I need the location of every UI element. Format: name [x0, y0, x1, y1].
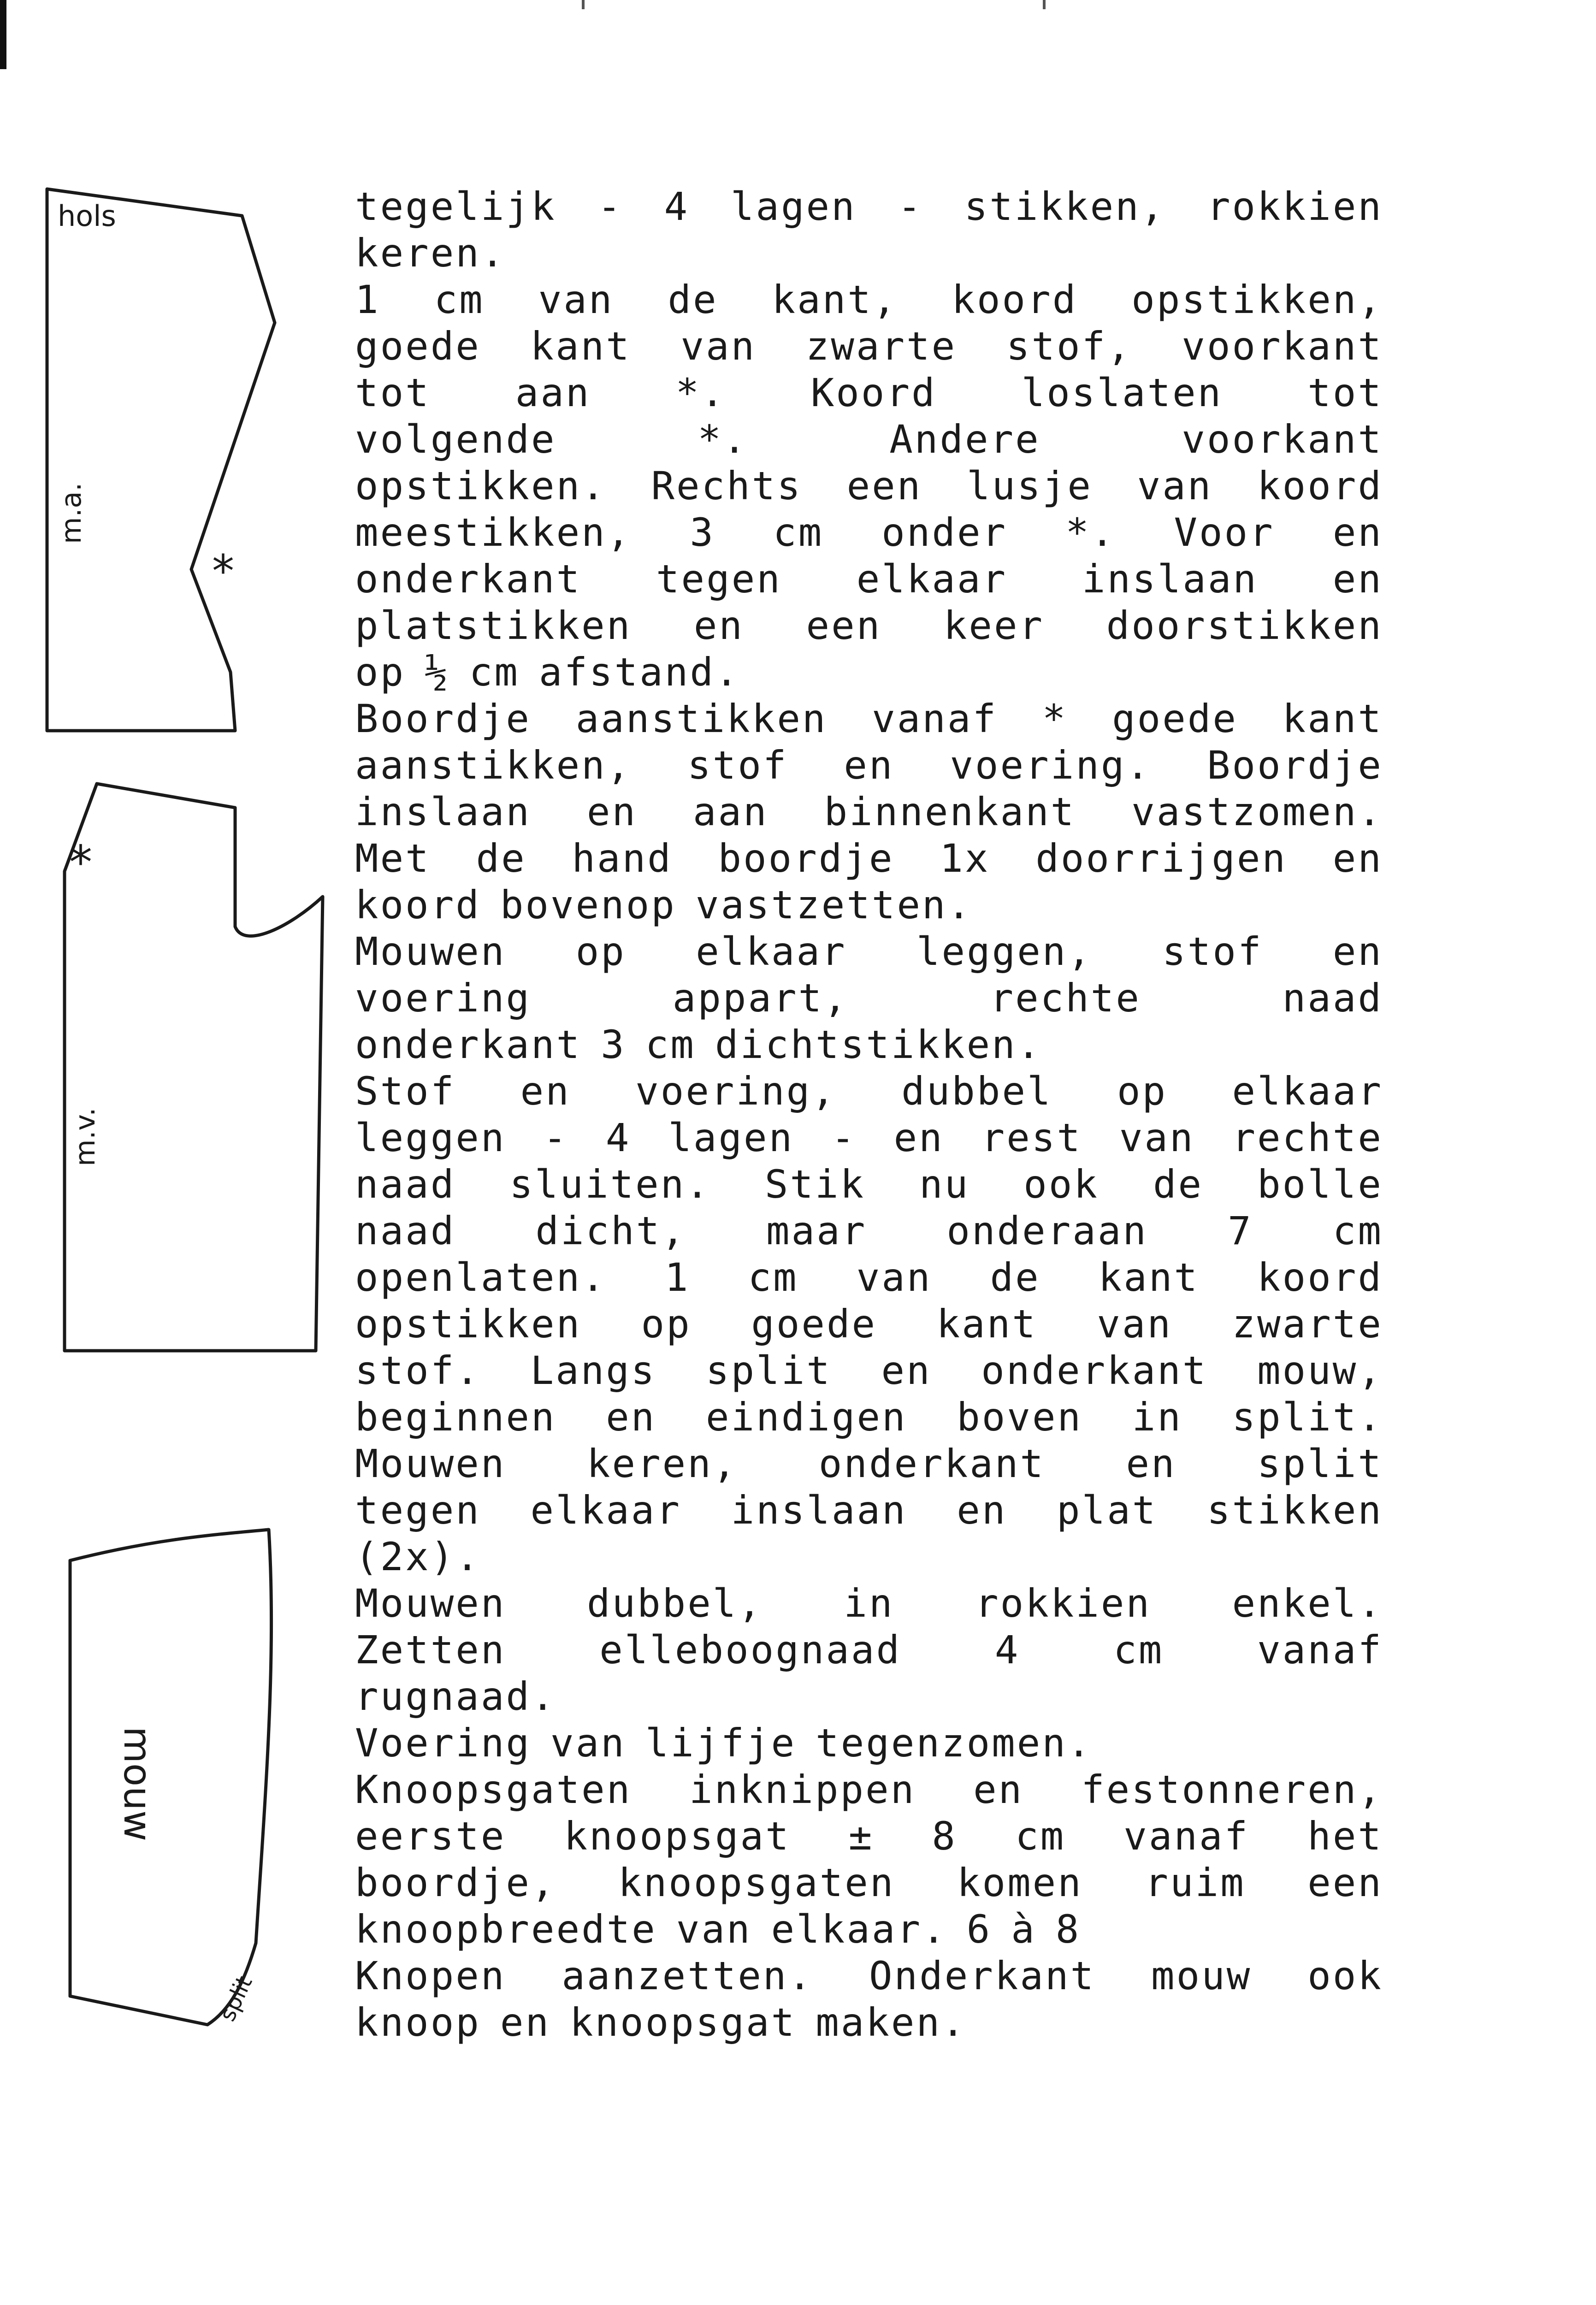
- word: en: [973, 1767, 1024, 1812]
- word: enkel.: [1232, 1581, 1383, 1626]
- word: van: [1119, 1115, 1195, 1160]
- word: naad: [355, 1208, 456, 1253]
- word: op: [575, 929, 626, 974]
- word: meestikken,: [355, 510, 632, 555]
- text-line: [355, 1441, 1383, 1487]
- instructions-text: [355, 183, 1383, 2046]
- text-line: [355, 1208, 1383, 1254]
- scan-tick: [1043, 0, 1046, 9]
- word: inslaan: [731, 1488, 907, 1533]
- word: elkaar: [1232, 1069, 1383, 1114]
- word: Onderkant: [869, 1953, 1096, 1998]
- word: doorstikken: [1106, 603, 1383, 648]
- word: stof: [1162, 929, 1263, 974]
- text-line: [355, 1953, 1383, 1999]
- word: rugnaad.: [355, 1674, 556, 1719]
- text-line: [355, 277, 1383, 323]
- word: 4: [664, 184, 690, 229]
- word: *: [1042, 696, 1068, 741]
- word: ook: [1307, 1953, 1383, 1998]
- word: 6: [966, 1907, 992, 1952]
- asterisk-marker: *: [69, 835, 92, 889]
- text-line: [355, 1906, 1383, 1953]
- word: Stik: [764, 1162, 866, 1207]
- word: voorkant: [1182, 324, 1383, 369]
- word: afstand.: [538, 650, 740, 695]
- word: rechte: [1232, 1115, 1383, 1160]
- word: cm: [1332, 1208, 1383, 1253]
- text-line: [355, 230, 1383, 277]
- word: maken.: [816, 2000, 967, 2045]
- word: kant: [936, 1301, 1037, 1347]
- word: tegen: [355, 1488, 481, 1533]
- text-line: [355, 416, 1383, 463]
- word: en: [957, 1488, 1007, 1533]
- word: elkaar: [696, 929, 847, 974]
- text-line: [355, 1627, 1383, 1673]
- word: Met: [355, 836, 431, 881]
- word: leggen,: [916, 929, 1093, 974]
- word: eerste: [355, 1814, 506, 1859]
- word: aan: [515, 370, 591, 415]
- word: ½: [425, 650, 450, 695]
- word: tot: [1307, 370, 1383, 415]
- scan-tick: [582, 0, 585, 9]
- text-line: [355, 603, 1383, 649]
- text-line: [355, 1022, 1383, 1068]
- word: beginnen: [355, 1395, 556, 1440]
- word: vanaf: [872, 696, 998, 741]
- word: cm: [748, 1255, 798, 1300]
- word: aan: [692, 789, 768, 834]
- word: à: [1011, 1907, 1036, 1952]
- word: ruim: [1145, 1860, 1246, 1905]
- word: en: [586, 789, 638, 834]
- word: 3: [601, 1022, 626, 1067]
- word: onderaan: [946, 1208, 1148, 1253]
- word: mouw,: [1257, 1348, 1383, 1393]
- word: *.: [698, 417, 748, 462]
- word: vastzomen.: [1131, 789, 1383, 834]
- word: split: [706, 1348, 832, 1393]
- word: knoopbreedte: [355, 1907, 657, 1952]
- asterisk-marker: *: [212, 545, 234, 597]
- word: Knopen: [355, 1953, 506, 1998]
- word: een: [846, 463, 922, 508]
- text-line: [355, 509, 1383, 556]
- word: Mouwen: [355, 1581, 506, 1626]
- word: voering: [355, 975, 532, 1021]
- text-line: [355, 1580, 1383, 1627]
- split-label: split: [214, 1972, 258, 2026]
- text-line: [355, 1487, 1383, 1534]
- front-bodice-pattern: [65, 784, 323, 1351]
- word: lagen: [668, 1115, 794, 1160]
- word: van: [680, 324, 757, 369]
- word: Voering: [355, 1720, 532, 1766]
- text-line: [355, 1720, 1383, 1767]
- word: 4: [605, 1115, 631, 1160]
- mouw-label: mouw: [115, 1726, 159, 1842]
- word: koord: [355, 882, 481, 928]
- word: Boordje: [355, 696, 532, 741]
- word: hand: [572, 836, 673, 881]
- word: 7: [1228, 1208, 1253, 1253]
- word: stikken: [1206, 1488, 1383, 1533]
- word: kant: [530, 324, 631, 369]
- word: Knoopsgaten: [355, 1767, 632, 1812]
- word: stikken,: [964, 184, 1166, 229]
- word: knoopsgaten: [618, 1860, 895, 1905]
- word: van: [856, 1255, 932, 1300]
- side-label: m.a.: [55, 482, 88, 544]
- word: aanzetten.: [562, 1953, 814, 1998]
- word: -: [543, 1115, 568, 1160]
- text-line: [355, 1254, 1383, 1301]
- word: appart,: [672, 975, 849, 1021]
- word: voorkant: [1182, 417, 1383, 462]
- word: onderkant: [355, 1022, 582, 1067]
- word: een: [1307, 1860, 1383, 1905]
- word: de: [668, 277, 718, 322]
- back-bodice-outline: [47, 189, 275, 731]
- text-line: [355, 1301, 1383, 1348]
- word: tot: [355, 370, 431, 415]
- scan-edge-mark: [0, 0, 6, 69]
- text-line: [355, 1767, 1383, 1813]
- text-line: [355, 1161, 1383, 1208]
- word: 3: [690, 510, 715, 555]
- word: bolle: [1257, 1162, 1383, 1207]
- word: festonneren,: [1081, 1767, 1383, 1812]
- word: boordje,: [355, 1860, 556, 1905]
- word: ±: [848, 1814, 874, 1859]
- word: koord: [1257, 1255, 1383, 1300]
- word: onderkant: [981, 1348, 1208, 1393]
- word: mouw: [1151, 1953, 1252, 1998]
- text-line: [355, 1348, 1383, 1394]
- word: 8: [1055, 1907, 1081, 1952]
- word: knoopsgat: [564, 1814, 791, 1859]
- word: Mouwen: [355, 1441, 506, 1486]
- word: cm: [434, 277, 485, 322]
- word: Stof: [355, 1069, 456, 1114]
- word: aanstikken: [575, 696, 828, 741]
- word: lagen: [730, 184, 857, 229]
- word: en: [520, 1069, 571, 1114]
- word: split: [1257, 1441, 1383, 1486]
- word: bovenop: [500, 882, 676, 928]
- side-label: m.v.: [69, 1107, 101, 1166]
- word: kant: [1282, 696, 1383, 741]
- word: rokkien: [975, 1581, 1152, 1626]
- word: op: [355, 650, 406, 695]
- word: platstikken: [355, 603, 632, 648]
- sleeve-outline: [70, 1530, 272, 2025]
- word: lijfje: [645, 1720, 797, 1766]
- text-line: [355, 1068, 1383, 1115]
- word: koord: [952, 277, 1078, 322]
- text-line: [355, 370, 1383, 416]
- word: inslaan: [355, 789, 532, 834]
- text-line: [355, 1534, 1383, 1580]
- word: volgende: [355, 417, 556, 462]
- text-line: [355, 1115, 1383, 1161]
- word: 8: [932, 1814, 957, 1859]
- text-line: [355, 323, 1383, 370]
- word: en: [1126, 1441, 1176, 1486]
- text-line: [355, 835, 1383, 882]
- word: goede: [751, 1301, 877, 1347]
- word: sluiten.: [509, 1162, 711, 1207]
- front-bodice-outline: [65, 784, 323, 1351]
- word: goede: [1112, 696, 1238, 741]
- word: elkaar: [856, 556, 1008, 602]
- word: binnenkant: [824, 789, 1076, 834]
- word: loslaten: [1021, 370, 1223, 415]
- word: en: [1332, 510, 1383, 555]
- word: cm: [1113, 1627, 1164, 1673]
- word: komen: [957, 1860, 1083, 1905]
- word: Boordje: [1206, 743, 1383, 788]
- word: kant: [1098, 1255, 1200, 1300]
- word: dubbel: [901, 1069, 1052, 1114]
- word: voering.: [950, 743, 1152, 788]
- word: en: [1332, 836, 1383, 881]
- word: onder: [881, 510, 1008, 555]
- back-bodice-pattern: [47, 189, 275, 731]
- word: en: [500, 2000, 551, 2045]
- word: en: [881, 1348, 932, 1393]
- word: lusje: [967, 463, 1093, 508]
- word: elkaar: [530, 1488, 681, 1533]
- text-line: [355, 742, 1383, 789]
- word: 4: [994, 1627, 1020, 1673]
- word: en: [693, 603, 744, 648]
- word: onderkant: [818, 1441, 1045, 1486]
- word: inknippen: [689, 1767, 916, 1812]
- word: tegelijk: [355, 184, 556, 229]
- word: dicht,: [535, 1208, 686, 1253]
- word: -: [597, 184, 623, 229]
- word: Rechts: [651, 463, 802, 508]
- word: stof,: [1006, 324, 1132, 369]
- word: Langs: [530, 1348, 656, 1393]
- word: Voor: [1174, 510, 1275, 555]
- word: openlaten.: [355, 1255, 607, 1300]
- word: keer: [943, 603, 1045, 648]
- word: en: [606, 1395, 656, 1440]
- word: het: [1307, 1814, 1383, 1859]
- word: knoopsgat: [570, 2000, 797, 2045]
- word: opstikken,: [1131, 277, 1383, 322]
- word: van: [1137, 463, 1213, 508]
- word: naad: [355, 1162, 456, 1207]
- word: Zetten: [355, 1627, 506, 1673]
- word: split.: [1232, 1395, 1383, 1440]
- word: inslaan: [1082, 556, 1258, 602]
- text-line: [355, 649, 1383, 696]
- word: en: [1332, 556, 1383, 602]
- text-line: [355, 696, 1383, 742]
- word: goede: [355, 324, 481, 369]
- word: eindigen: [706, 1395, 907, 1440]
- word: 1x: [940, 836, 990, 881]
- word: kant,: [772, 277, 898, 322]
- word: zwarte: [1232, 1301, 1383, 1347]
- word: -: [898, 184, 923, 229]
- word: koord: [1257, 463, 1383, 508]
- word: rest: [981, 1115, 1082, 1160]
- word: stof: [687, 743, 788, 788]
- word: *.: [1065, 510, 1116, 555]
- word: in: [844, 1581, 894, 1626]
- text-line: [355, 463, 1383, 509]
- word: elkaar.: [771, 1907, 947, 1952]
- word: *.: [675, 370, 726, 415]
- sleeve-pattern: [70, 1530, 272, 2025]
- word: boven: [957, 1395, 1083, 1440]
- word: dubbel,: [586, 1581, 763, 1626]
- word: (2x).: [355, 1534, 481, 1579]
- word: cm: [645, 1022, 696, 1067]
- word: cm: [469, 650, 520, 695]
- text-line: [355, 882, 1383, 928]
- word: de: [1153, 1162, 1204, 1207]
- word: elleboognaad: [599, 1627, 902, 1673]
- word: vanaf: [1123, 1814, 1250, 1859]
- word: van: [538, 277, 614, 322]
- word: onderkant: [355, 556, 582, 602]
- word: stof.: [355, 1348, 481, 1393]
- word: keren.: [355, 230, 506, 276]
- word: voering,: [635, 1069, 837, 1114]
- text-line: [355, 556, 1383, 603]
- word: de: [990, 1255, 1040, 1300]
- word: tegenzomen.: [816, 1720, 1093, 1766]
- word: van: [550, 1720, 626, 1766]
- word: en: [844, 743, 894, 788]
- word: leggen: [355, 1115, 506, 1160]
- word: dichtstikken.: [715, 1022, 1042, 1067]
- word: en: [893, 1115, 944, 1160]
- text-line: [355, 1673, 1383, 1720]
- word: zwarte: [805, 324, 957, 369]
- word: 1: [664, 1255, 690, 1300]
- word: opstikken.: [355, 463, 607, 508]
- word: vastzetten.: [695, 882, 973, 928]
- text-line: [355, 1999, 1383, 2046]
- text-line: [355, 1860, 1383, 1906]
- word: ook: [1023, 1162, 1099, 1207]
- text-line: [355, 183, 1383, 230]
- word: Mouwen: [355, 929, 506, 974]
- word: naad: [1282, 975, 1383, 1021]
- word: de: [476, 836, 526, 881]
- word: keren,: [586, 1441, 738, 1486]
- word: op: [1117, 1069, 1168, 1114]
- word: in: [1132, 1395, 1182, 1440]
- word: Andere: [889, 417, 1040, 462]
- word: van: [676, 1907, 752, 1952]
- word: tegen: [656, 556, 782, 602]
- word: maar: [766, 1208, 867, 1253]
- word: en: [1332, 929, 1383, 974]
- text-line: [355, 1394, 1383, 1441]
- word: vanaf: [1257, 1627, 1383, 1673]
- text-line: [355, 789, 1383, 835]
- word: rechte: [990, 975, 1141, 1021]
- word: een: [806, 603, 882, 648]
- word: knoop: [355, 2000, 481, 2045]
- word: cm: [773, 510, 824, 555]
- word: aanstikken,: [355, 743, 632, 788]
- hols-label: hols: [58, 199, 116, 233]
- word: rokkien: [1206, 184, 1383, 229]
- word: op: [641, 1301, 692, 1347]
- word: -: [831, 1115, 857, 1160]
- word: cm: [1015, 1814, 1066, 1859]
- text-line: [355, 928, 1383, 975]
- word: doorrijgen: [1035, 836, 1287, 881]
- word: van: [1097, 1301, 1173, 1347]
- word: 1: [355, 277, 380, 322]
- text-line: [355, 975, 1383, 1022]
- word: opstikken: [355, 1301, 582, 1347]
- word: Koord: [810, 370, 937, 415]
- text-line: [355, 1813, 1383, 1860]
- word: boordje: [718, 836, 894, 881]
- word: nu: [919, 1162, 970, 1207]
- word: plat: [1057, 1488, 1158, 1533]
